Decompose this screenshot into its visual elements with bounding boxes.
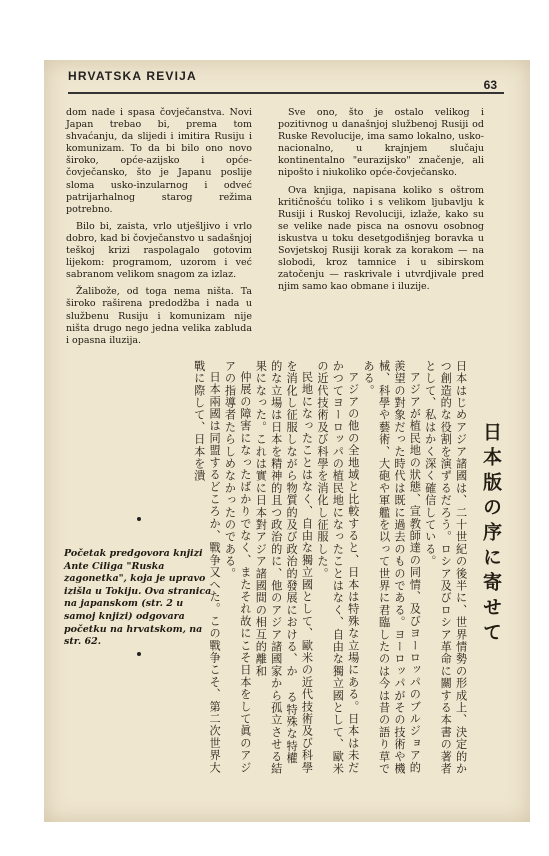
japanese-paragraph: アジアが植民地の狀態、宣教師達の同情、及びヨーロッパのブルジョア的羨望の對象だった時代は既に過去のものである。ヨーロッパがその技術や機械、科學や藝術、大砲や軍艦を以って世界に君臨したのは今は昔の語り草である。 (362, 360, 422, 775)
bullet-dot (137, 652, 141, 656)
right-text-column (278, 107, 484, 298)
paragraph: Ova knjiga, napisana koliko s oštrom kritičnošću toliko i s velikom ljubavlju k Rusiji i Ruskoj Revoluciji, izlaže, kako su se velike nade pisca na osnovu osobnog iskustva u toku desetgodišnjeg boravka u Sovjetskoj Rusiji korak za korakom — na slobodi, kroz tamnice i u sibirskom zatočenju — raskrivale i utvrdjivale pred njim samo kao obmane i iluzije. (278, 184, 484, 293)
japanese-preface (192, 360, 502, 776)
bullet-dot (137, 517, 141, 521)
paragraph: Sve ono, što je ostalo velikog i pozitivnog u današnjoj službenoj Rusiji od Ruske Revolucije, ima samo lokalno, usko-nacionalno, u krajnjem slučaju kontinentalno "eurazijsko" značenje, ali nipošto i niukoliko opće-čovječansko. (278, 107, 484, 179)
paragraph: Žalibože, od toga nema ništa. Ta široko raširena predodžba i nada u službenu Rusiju i komunizam nije ništa drugo nego jedna velika zabluda i opasna iluzija. (66, 286, 252, 346)
japanese-paragraph: 仲展の障害になったばかりでなく、またそれ故にこそ日本をして眞のアジアの指導者たらしめなかったのである。 (223, 360, 252, 774)
japanese-paragraph: 日本はじめアジア諸國は、二十世紀の後半に、世界情勢の形成上、決定的かつ創造的な役割を演ずるだろう。ロシア及びロシア革命に關する本書の著者として、私はかく深く確信している。 (423, 360, 468, 775)
page-number: 63 (483, 78, 497, 92)
image-caption: Početak predgovora knjizi Ante Ciliga "Ruska zagonetka", koja je upravo izišla u Tokiju. Ova stranica na japanskom (str. 2 u samoj knjizi) odgovara početku na hrvatskom, na str. 62. (64, 548, 212, 648)
japanese-paragraph: アジアの他の全地域と比較すると、日本は特殊な立場にある。日本は未だかつてヨーロッパの植民地になったことはなく、自由な獨立國として、歐米の近代技術及び科學を消化し征服した。 (315, 360, 360, 775)
running-header-title: HRVATSKA REVIJA (68, 69, 197, 83)
japanese-title: 日本版の序に寄せて (480, 422, 502, 647)
header-rule (68, 92, 504, 94)
japanese-paragraph: 民地になったことはなく、自由な獨立國として、歐米の近代技術及び科學を消化し征服しながら物質的及び政治的發展における、か る特殊な特權的な立場は日本を精神的且つ政治的に、他のアジア諸國家から孤立させる結果になった。これは實に日本對アジア諸國間の相互的離和 (254, 360, 314, 775)
paragraph: dom nade i spasa čovječanstva. Novi Japan trebao bi, prema tom shvaćanju, da slijedi i imitira Rusiju i komunizam. To da bi bilo ono novo široko, opće-azijsko i opće-čovječansko, što je Japanu poslije sloma usko-inzularnog i odveć patrijarhalnog starog režima potrebno. (66, 107, 252, 215)
japanese-paragraph: 日本兩國は同盟するどころか、戰争又へた。この戰争こそ、第二次世界大戰に際して、日本を潰 (192, 360, 222, 774)
left-text-column (66, 107, 252, 352)
paragraph: Bilo bi, zaista, vrlo utješljivo i vrlo dobro, kad bi čovječanstvo u sadašnjoj teškoj krizi raspolagalo gotovim lijekom: programom, uzorom i već sabranom velikom snagom za izlaz. (66, 220, 252, 281)
